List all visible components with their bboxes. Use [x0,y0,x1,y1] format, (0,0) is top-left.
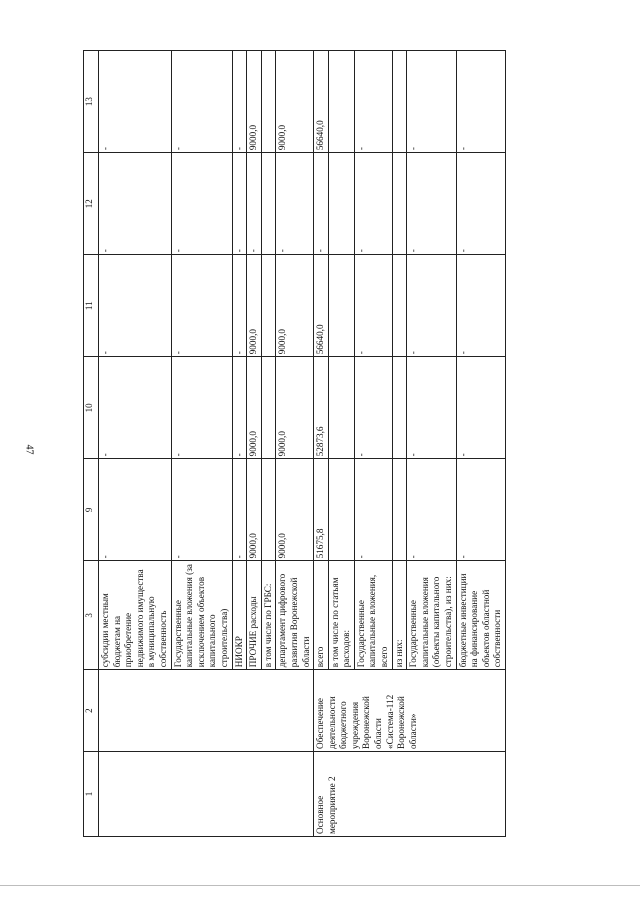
value-cell: - [456,459,505,561]
value-cell: - [232,153,247,255]
value-cell: - [354,51,392,153]
value-cell: - [407,153,456,255]
value-cell: 56640,0 [314,255,329,357]
value-cell: - [407,51,456,153]
header-cell: 13 [84,51,99,153]
value-cell: - [171,357,232,459]
value-cell: - [407,357,456,459]
cell-col2-empty [99,670,314,752]
value-cell: - [276,153,314,255]
value-cell: - [99,459,172,561]
row-label: из них: [392,561,407,670]
value-cell [328,459,354,561]
value-cell: 51675,8 [314,459,329,561]
row-label: Государственные капитальные вложения (объекты капитального строительства), из них: [407,561,456,670]
header-cell: 3 [84,561,99,670]
value-cell [392,459,407,561]
value-cell [328,255,354,357]
value-cell: 9000,0 [247,51,262,153]
value-cell: - [354,153,392,255]
header-cell: 9 [84,459,99,561]
table-row [314,51,329,837]
table-row [99,51,172,837]
value-cell: - [456,255,505,357]
value-cell: 9000,0 [276,357,314,459]
value-cell [392,51,407,153]
value-cell: - [232,459,247,561]
value-cell [261,357,276,459]
value-cell: - [354,357,392,459]
value-cell: - [354,459,392,561]
value-cell [261,51,276,153]
value-cell: 9000,0 [276,459,314,561]
header-cell: 2 [84,670,99,752]
header-cell: 1 [84,751,99,836]
activity-name-cell: Основное мероприятие 2 [314,751,506,836]
value-cell: 9000,0 [247,357,262,459]
value-cell: 56640,0 [314,51,329,153]
cell-col1-empty [99,751,314,836]
page-bottom-divider [0,885,640,886]
rotated-table-container [83,50,603,837]
row-label: бюджетные инвестиции на финансирование объектов областной собственности [456,561,505,670]
value-cell: 9000,0 [247,459,262,561]
value-cell: - [232,255,247,357]
value-cell: - [171,459,232,561]
value-cell [328,357,354,459]
row-label: в том числе по ГРБС: [261,561,276,670]
value-cell [392,153,407,255]
row-label: НИОКР [232,561,247,670]
value-cell: 9000,0 [276,51,314,153]
row-label: субсидии местным бюджетам на приобретение недвижимого имущества в муниципальную собственность [99,561,172,670]
value-cell: - [247,153,262,255]
value-cell [261,255,276,357]
value-cell: - [232,357,247,459]
value-cell: - [99,357,172,459]
header-row [84,51,99,837]
header-cell: 11 [84,255,99,357]
value-cell [328,51,354,153]
budget-table [83,50,506,837]
value-cell: - [456,357,505,459]
value-cell: - [99,153,172,255]
value-cell: - [99,51,172,153]
value-cell: - [99,255,172,357]
value-cell: - [314,153,329,255]
row-label: в том числе по статьям расходов: [328,561,354,670]
row-label: ПРОЧИЕ расходы [247,561,262,670]
row-label: Государственные капитальные вложения, всего [354,561,392,670]
header-cell: 10 [84,357,99,459]
value-cell: - [171,51,232,153]
value-cell [328,153,354,255]
value-cell: 9000,0 [247,255,262,357]
value-cell [261,153,276,255]
value-cell: 9000,0 [276,255,314,357]
value-cell: - [407,459,456,561]
value-cell: 52873,6 [314,357,329,459]
header-cell: 12 [84,153,99,255]
value-cell: - [407,255,456,357]
value-cell: - [171,255,232,357]
row-label: всего [314,561,329,670]
value-cell [392,255,407,357]
value-cell: - [232,51,247,153]
value-cell: - [171,153,232,255]
value-cell: - [456,51,505,153]
value-cell [261,459,276,561]
page-number: 47 [23,444,35,455]
activity-description-cell: Обеспечение деятельности бюджетного учреждения Воронежской области «Система-112 Воронежской области» [314,670,506,752]
row-label: Государственные капитальные вложения (за исключением объектов капитального строительства) [171,561,232,670]
value-cell [392,357,407,459]
value-cell: - [456,153,505,255]
row-label: департамент цифрового развития Воронежской области [276,561,314,670]
value-cell: - [354,255,392,357]
